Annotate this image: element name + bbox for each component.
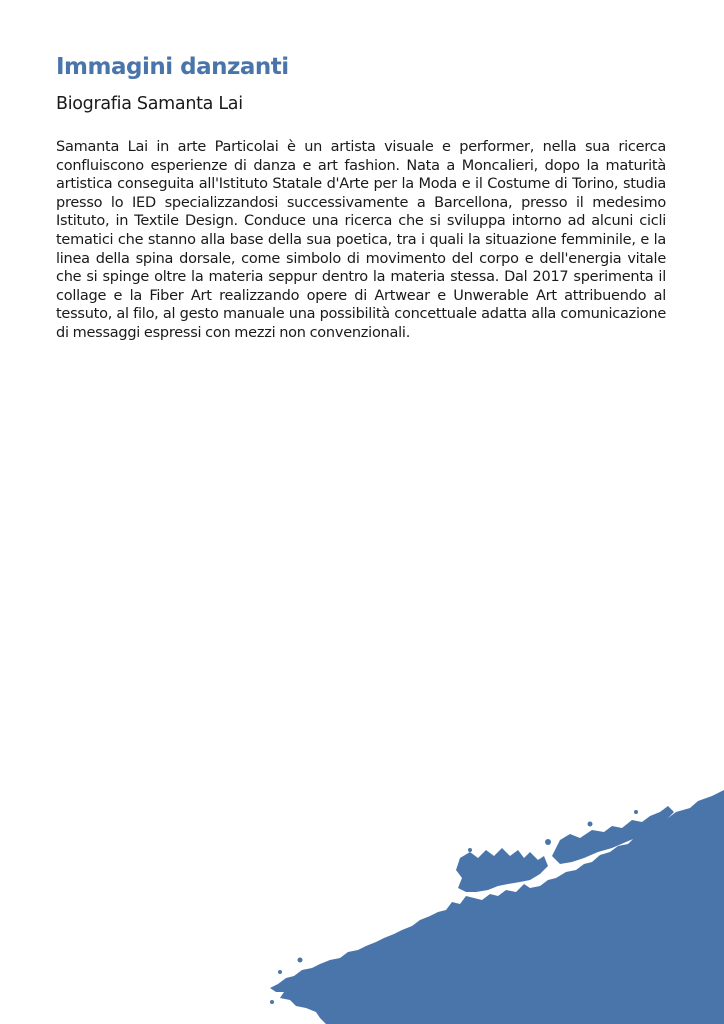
page-subtitle: Biografia Samanta Lai (56, 94, 243, 114)
brush-splatter-mid (552, 806, 674, 864)
brush-stroke-shape (270, 790, 724, 1024)
biography-paragraph: Samanta Lai in arte Particolai è un artista visuale e performer, nella sua ricerca confluiscono esperienze di danza e art fashion. Nata a Moncalieri, dopo la maturità artistica conseguita all'Istituto Statale d'Arte per la Moda e il Costume di Torino, studia presso lo IED specializzandosi successivamente a Barcellona, presso il medesimo Istituto, in Textile Design. Conduce una ricerca che si sviluppa intorno ad alcuni cicli tematici che stanno alla base della sua poetica, tra i quali la situazione femminile, e la linea della spina dorsale, come simbolo di movimento del corpo e dell'energia vitale che si spinge oltre la materia seppur dentro la materia stessa. Dal 2017 sperimenta il collage e la Fiber Art realizzando opere di Artwear e Unwerable Art attribuendo al tessuto, al filo, al gesto manuale una possibilità concettuale adatta alla comunicazione di messaggi espressi con mezzi non convenzionali. (56, 139, 666, 341)
brush-splatter-top (456, 848, 548, 892)
page-title: Immagini danzanti (56, 54, 289, 80)
